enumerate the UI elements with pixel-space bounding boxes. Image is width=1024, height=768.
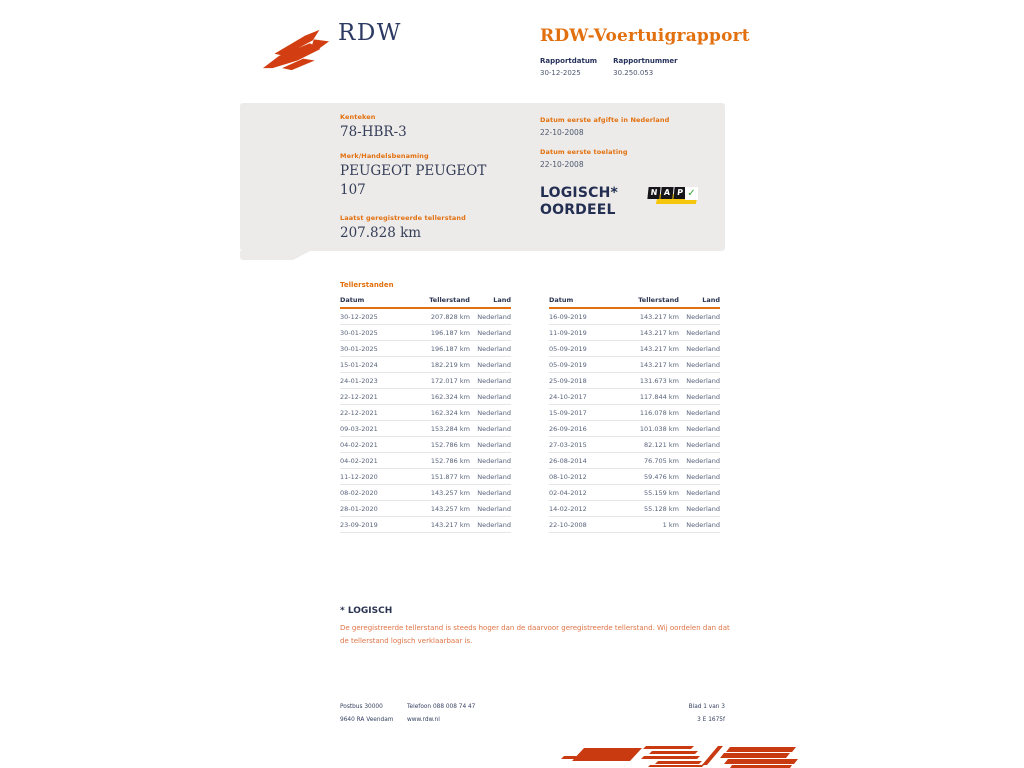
- cell-datum: 22-12-2021: [340, 405, 402, 421]
- footer-page-info: Blad 1 van 3: [688, 704, 725, 710]
- rdw-logo-text: RDW: [338, 20, 402, 46]
- cell-tellerstand: 116.078 km: [611, 405, 679, 421]
- cell-land: Nederland: [679, 437, 720, 453]
- cell-land: Nederland: [470, 405, 511, 421]
- table-row: [340, 373, 511, 389]
- afgifte-label: Datum eerste afgifte in Nederland: [540, 116, 670, 124]
- cell-tellerstand: 55.159 km: [611, 485, 679, 501]
- cell-datum: 05-09-2019: [549, 357, 611, 373]
- kenteken-value: 78-HBR-3: [340, 124, 407, 140]
- cell-tellerstand: 55.128 km: [611, 501, 679, 517]
- cell-datum: 24-01-2023: [340, 373, 402, 389]
- tellerstand-label: Laatst geregistreerde tellerstand: [340, 214, 466, 222]
- cell-datum: 22-10-2008: [549, 517, 611, 533]
- cell-tellerstand: 196.187 km: [402, 341, 470, 357]
- cell-land: Nederland: [679, 308, 720, 325]
- table-row: [340, 485, 511, 501]
- cell-tellerstand: 153.284 km: [402, 421, 470, 437]
- cell-tellerstand: 1 km: [611, 517, 679, 533]
- table-row: [340, 405, 511, 421]
- table-row: [340, 357, 511, 373]
- table-row: [549, 437, 720, 453]
- table-row: [549, 485, 720, 501]
- table-row: [340, 325, 511, 341]
- vehicle-info-box: [240, 103, 725, 251]
- cell-land: Nederland: [679, 469, 720, 485]
- oordeel-text: LOGISCH* OORDEEL: [540, 185, 619, 218]
- table-row: [340, 421, 511, 437]
- table-row: [549, 421, 720, 437]
- cell-land: Nederland: [679, 517, 720, 533]
- vehicle-info-left-column: [340, 113, 535, 243]
- column-header-datum: Datum: [340, 294, 402, 308]
- table-row: [549, 405, 720, 421]
- table-row: [549, 308, 720, 325]
- cell-tellerstand: 172.017 km: [402, 373, 470, 389]
- cell-datum: 30-01-2025: [340, 341, 402, 357]
- cell-datum: 08-02-2020: [340, 485, 402, 501]
- footnote-heading: * LOGISCH: [340, 606, 393, 616]
- cell-land: Nederland: [679, 453, 720, 469]
- cell-tellerstand: 131.673 km: [611, 373, 679, 389]
- cell-datum: 26-09-2016: [549, 421, 611, 437]
- cell-tellerstand: 207.828 km: [402, 308, 470, 325]
- cell-land: Nederland: [470, 389, 511, 405]
- cell-tellerstand: 143.217 km: [611, 357, 679, 373]
- table-row: [340, 453, 511, 469]
- column-header-land: Land: [679, 294, 720, 308]
- cell-datum: 27-03-2015: [549, 437, 611, 453]
- cell-tellerstand: 162.324 km: [402, 405, 470, 421]
- oordeel-row: [540, 185, 698, 219]
- table-row: [340, 469, 511, 485]
- cell-land: Nederland: [470, 437, 511, 453]
- cell-tellerstand: 59.476 km: [611, 469, 679, 485]
- footer-address-line1: Postbus 30000: [340, 704, 383, 710]
- cell-datum: 16-09-2019: [549, 308, 611, 325]
- cell-land: Nederland: [679, 325, 720, 341]
- kenteken-label: Kenteken: [340, 113, 376, 121]
- cell-datum: 23-09-2019: [340, 517, 402, 533]
- table-row: [549, 453, 720, 469]
- table-row: [340, 341, 511, 357]
- cell-datum: 11-09-2019: [549, 325, 611, 341]
- cell-land: Nederland: [679, 389, 720, 405]
- cell-tellerstand: 152.786 km: [402, 437, 470, 453]
- cell-tellerstand: 143.217 km: [611, 325, 679, 341]
- merk-value: PEUGEOT PEUGEOT 107: [340, 163, 487, 198]
- nap-letter-a: A: [660, 187, 673, 199]
- cell-datum: 09-03-2021: [340, 421, 402, 437]
- cell-tellerstand: 182.219 km: [402, 357, 470, 373]
- logisch-footnote: [340, 606, 730, 647]
- cell-land: Nederland: [470, 421, 511, 437]
- table-row: [549, 341, 720, 357]
- toelating-label: Datum eerste toelating: [540, 148, 628, 156]
- report-meta: [540, 57, 678, 77]
- cell-land: Nederland: [679, 373, 720, 389]
- table-row: [549, 469, 720, 485]
- cell-datum: 15-09-2017: [549, 405, 611, 421]
- cell-land: Nederland: [470, 517, 511, 533]
- cell-tellerstand: 143.257 km: [402, 501, 470, 517]
- report-date-label: Rapportdatum: [540, 57, 598, 65]
- footer-contact: [407, 701, 475, 727]
- footer-form-code: 3 E 1675f: [697, 717, 725, 723]
- rdw-speed-stripes-graphic: [546, 743, 804, 768]
- cell-datum: 02-04-2012: [549, 485, 611, 501]
- footer-address-line2: 9640 RA Veendam: [340, 717, 394, 723]
- cell-tellerstand: 76.705 km: [611, 453, 679, 469]
- cell-tellerstand: 143.217 km: [402, 517, 470, 533]
- cell-land: Nederland: [679, 357, 720, 373]
- cell-datum: 04-02-2021: [340, 437, 402, 453]
- cell-tellerstand: 143.257 km: [402, 485, 470, 501]
- column-header-tellerstand: Tellerstand: [611, 294, 679, 308]
- cell-datum: 30-12-2025: [340, 308, 402, 325]
- report-date-value: 30-12-2025: [540, 69, 581, 77]
- cell-datum: 11-12-2020: [340, 469, 402, 485]
- table-row: [340, 517, 511, 533]
- footer-address: [340, 701, 393, 727]
- cell-land: Nederland: [470, 373, 511, 389]
- cell-tellerstand: 143.217 km: [611, 341, 679, 357]
- tellerstand-value: 207.828 km: [340, 225, 422, 241]
- nap-letter-n: N: [647, 187, 660, 199]
- cell-tellerstand: 101.038 km: [611, 421, 679, 437]
- cell-datum: 25-09-2018: [549, 373, 611, 389]
- footer-website: www.rdw.nl: [407, 717, 440, 723]
- page-title: RDW-Voertuigrapport: [540, 26, 750, 46]
- cell-land: Nederland: [679, 341, 720, 357]
- toelating-value: 22-10-2008: [540, 160, 584, 169]
- cell-land: Nederland: [470, 485, 511, 501]
- cell-datum: 26-08-2014: [549, 453, 611, 469]
- report-number-value: 30.250.053: [613, 69, 654, 77]
- table-row: [549, 325, 720, 341]
- cell-datum: 28-01-2020: [340, 501, 402, 517]
- rdw-eagle-logo-icon: [254, 26, 338, 72]
- cell-tellerstand: 152.786 km: [402, 453, 470, 469]
- afgifte-value: 22-10-2008: [540, 128, 584, 137]
- cell-land: Nederland: [470, 325, 511, 341]
- report-number-label: Rapportnummer: [613, 57, 678, 65]
- cell-land: Nederland: [679, 501, 720, 517]
- cell-datum: 15-01-2024: [340, 357, 402, 373]
- tellerstanden-table-right: [549, 294, 720, 533]
- table-row: [340, 437, 511, 453]
- cell-datum: 24-10-2017: [549, 389, 611, 405]
- cell-tellerstand: 143.217 km: [611, 308, 679, 325]
- footer-pagination: [689, 701, 725, 727]
- table-row: [549, 501, 720, 517]
- cell-land: Nederland: [470, 469, 511, 485]
- table-row: [549, 373, 720, 389]
- vehicle-info-right-column: [540, 116, 720, 219]
- nap-checkmark-icon: ✓: [685, 187, 698, 200]
- tellerstanden-section: [340, 281, 721, 533]
- column-header-tellerstand: Tellerstand: [402, 294, 470, 308]
- table-row: [340, 308, 511, 325]
- table-row: [549, 517, 720, 533]
- cell-datum: 04-02-2021: [340, 453, 402, 469]
- cell-datum: 05-09-2019: [549, 341, 611, 357]
- cell-datum: 14-02-2012: [549, 501, 611, 517]
- table-row: [549, 357, 720, 373]
- table-row: [340, 501, 511, 517]
- table-row: [340, 389, 511, 405]
- tellerstanden-heading: Tellerstanden: [340, 281, 394, 289]
- cell-tellerstand: 196.187 km: [402, 325, 470, 341]
- cell-land: Nederland: [679, 485, 720, 501]
- nap-letter-p: P: [673, 187, 686, 199]
- tellerstanden-table-left: [340, 294, 511, 533]
- cell-tellerstand: 162.324 km: [402, 389, 470, 405]
- cell-land: Nederland: [470, 308, 511, 325]
- column-header-land: Land: [470, 294, 511, 308]
- cell-tellerstand: 151.877 km: [402, 469, 470, 485]
- cell-tellerstand: 117.844 km: [611, 389, 679, 405]
- footnote-text: De geregistreerde tellerstand is steeds hoger dan de daarvoor geregistreerde tellerstand. Wij oordelen dan dat de tellerstand logisch verklaarbaar is.: [340, 624, 730, 645]
- cell-tellerstand: 82.121 km: [611, 437, 679, 453]
- nap-logo-icon: [648, 187, 698, 205]
- cell-land: Nederland: [679, 405, 720, 421]
- cell-land: Nederland: [470, 341, 511, 357]
- footer-phone: Telefoon 088 008 74 47: [407, 704, 476, 710]
- cell-land: Nederland: [470, 501, 511, 517]
- column-header-datum: Datum: [549, 294, 611, 308]
- report-date-field: [540, 57, 597, 77]
- cell-land: Nederland: [679, 421, 720, 437]
- cell-land: Nederland: [470, 357, 511, 373]
- cell-land: Nederland: [470, 453, 511, 469]
- report-number-field: [613, 57, 678, 77]
- cell-datum: 22-12-2021: [340, 389, 402, 405]
- cell-datum: 30-01-2025: [340, 325, 402, 341]
- merk-label: Merk/Handelsbenaming: [340, 152, 429, 160]
- table-row: [549, 389, 720, 405]
- cell-datum: 08-10-2012: [549, 469, 611, 485]
